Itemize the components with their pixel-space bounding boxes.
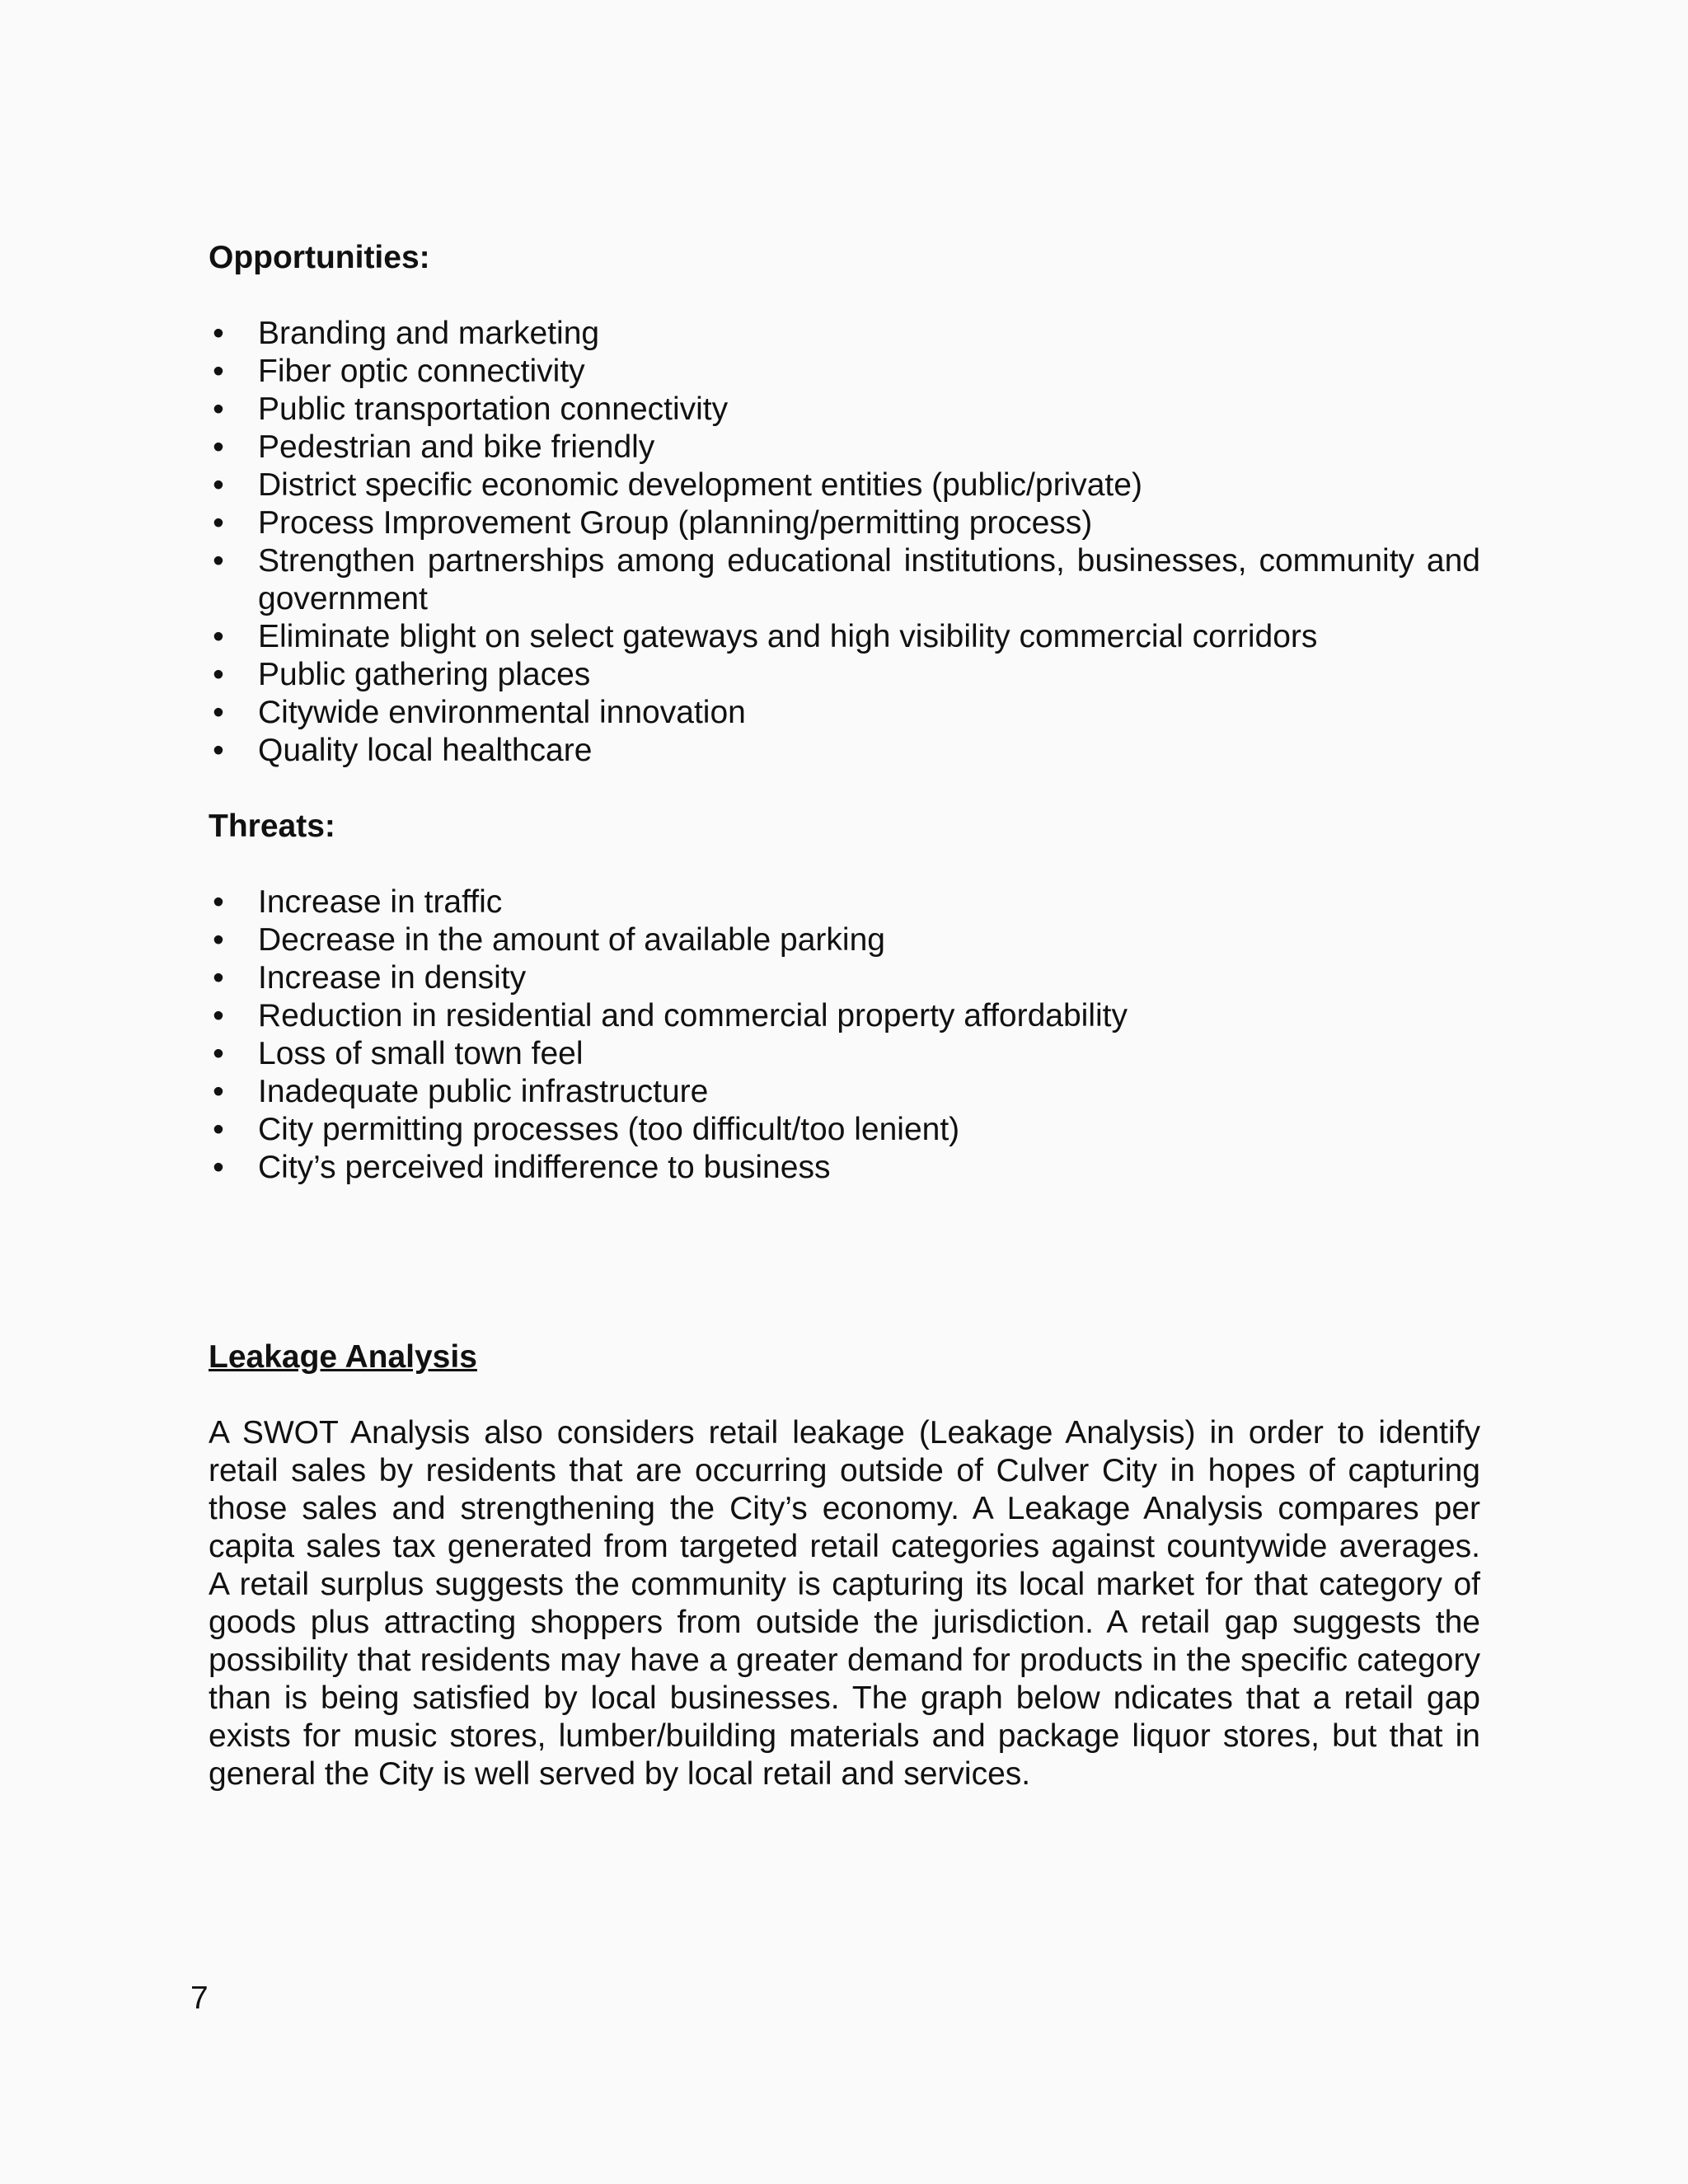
page-content — [209, 239, 1480, 1825]
list-item-text: Pedestrian and bike friendly — [258, 429, 655, 465]
list-item — [209, 542, 1480, 618]
list-item — [209, 1111, 1480, 1149]
bullet-icon: • — [213, 391, 224, 427]
list-item — [209, 353, 1480, 391]
list-item-text: Loss of small town feel — [258, 1036, 584, 1071]
list-item — [209, 1073, 1480, 1111]
leakage-analysis-paragraph: A SWOT Analysis also considers retail leakage (Leakage Analysis) in order to identify retail sales by residents that are occurring outside of Culver City in hopes of capturing those sales and strengthening the City’s economy. A Leakage Analysis compares per capita sales tax generated from targeted retail categories against countywide averages. A retail surplus suggests the community is capturing its local market for that category of goods plus attracting shoppers from outside the jurisdiction. A retail gap suggests the possibility that residents may have a greater demand for products in the specific category than is being satisfied by local businesses. The graph below ndicates that a retail gap exists for music stores, lumber/building materials and package liquor stores, but that in general the City is well served by local retail and services. — [209, 1415, 1480, 1792]
bullet-icon: • — [213, 467, 224, 503]
bullet-icon: • — [213, 316, 224, 351]
list-item — [209, 656, 1480, 694]
list-item-text: Reduction in residential and commercial property affordability — [258, 998, 1128, 1033]
list-item-text: City’s perceived indifference to business — [258, 1150, 831, 1185]
bullet-icon: • — [213, 998, 224, 1033]
threats-heading: Threats: — [209, 808, 335, 844]
bullet-icon: • — [213, 543, 224, 579]
list-item — [209, 921, 1480, 959]
list-item-text: Increase in traffic — [258, 884, 503, 920]
bullet-icon: • — [213, 657, 224, 692]
list-item-text: Public transportation connectivity — [258, 391, 729, 427]
list-item-text: Inadequate public infrastructure — [258, 1074, 709, 1109]
list-item-text: City permitting processes (too difficult/too lenient) — [258, 1112, 960, 1147]
list-item — [209, 694, 1480, 732]
bullet-icon: • — [213, 505, 224, 541]
list-item — [209, 997, 1480, 1035]
page-number: 7 — [190, 1980, 209, 2016]
bullet-icon: • — [213, 1112, 224, 1147]
list-item — [209, 391, 1480, 429]
bullet-icon: • — [213, 922, 224, 958]
list-item-text: Fiber optic connectivity — [258, 354, 585, 389]
list-item-text: Decrease in the amount of available parking — [258, 922, 885, 958]
list-item-text: Quality local healthcare — [258, 733, 593, 768]
list-item — [209, 429, 1480, 466]
list-item — [209, 883, 1480, 921]
list-item-text: Strengthen partnerships among educational institutions, businesses, community and government — [258, 543, 1480, 616]
bullet-icon: • — [213, 695, 224, 730]
list-item-text: District specific economic development entities (public/private) — [258, 467, 1142, 503]
list-item-text: Increase in density — [258, 960, 527, 996]
list-item — [209, 466, 1480, 504]
bullet-icon: • — [213, 960, 224, 996]
list-item — [209, 1035, 1480, 1073]
bullet-icon: • — [213, 1036, 224, 1071]
list-item — [209, 1149, 1480, 1187]
list-item-text: Citywide environmental innovation — [258, 695, 746, 730]
threats-list — [209, 883, 1480, 1187]
bullet-icon: • — [213, 429, 224, 465]
bullet-icon: • — [213, 354, 224, 389]
list-item-text: Public gathering places — [258, 657, 591, 692]
list-item — [209, 618, 1480, 656]
bullet-icon: • — [213, 619, 224, 654]
leakage-analysis-title: Leakage Analysis — [209, 1339, 477, 1375]
bullet-icon: • — [213, 1150, 224, 1185]
bullet-icon: • — [213, 733, 224, 768]
list-item — [209, 315, 1480, 353]
list-item-text: Branding and marketing — [258, 316, 600, 351]
bullet-icon: • — [213, 1074, 224, 1109]
list-item-text: Eliminate blight on select gateways and high visibility commercial corridors — [258, 619, 1318, 654]
list-item-text: Process Improvement Group (planning/permitting process) — [258, 505, 1093, 541]
bullet-icon: • — [213, 884, 224, 920]
opportunities-list — [209, 315, 1480, 770]
list-item — [209, 732, 1480, 770]
list-item — [209, 504, 1480, 542]
list-item — [209, 959, 1480, 997]
opportunities-heading: Opportunities: — [209, 240, 430, 275]
